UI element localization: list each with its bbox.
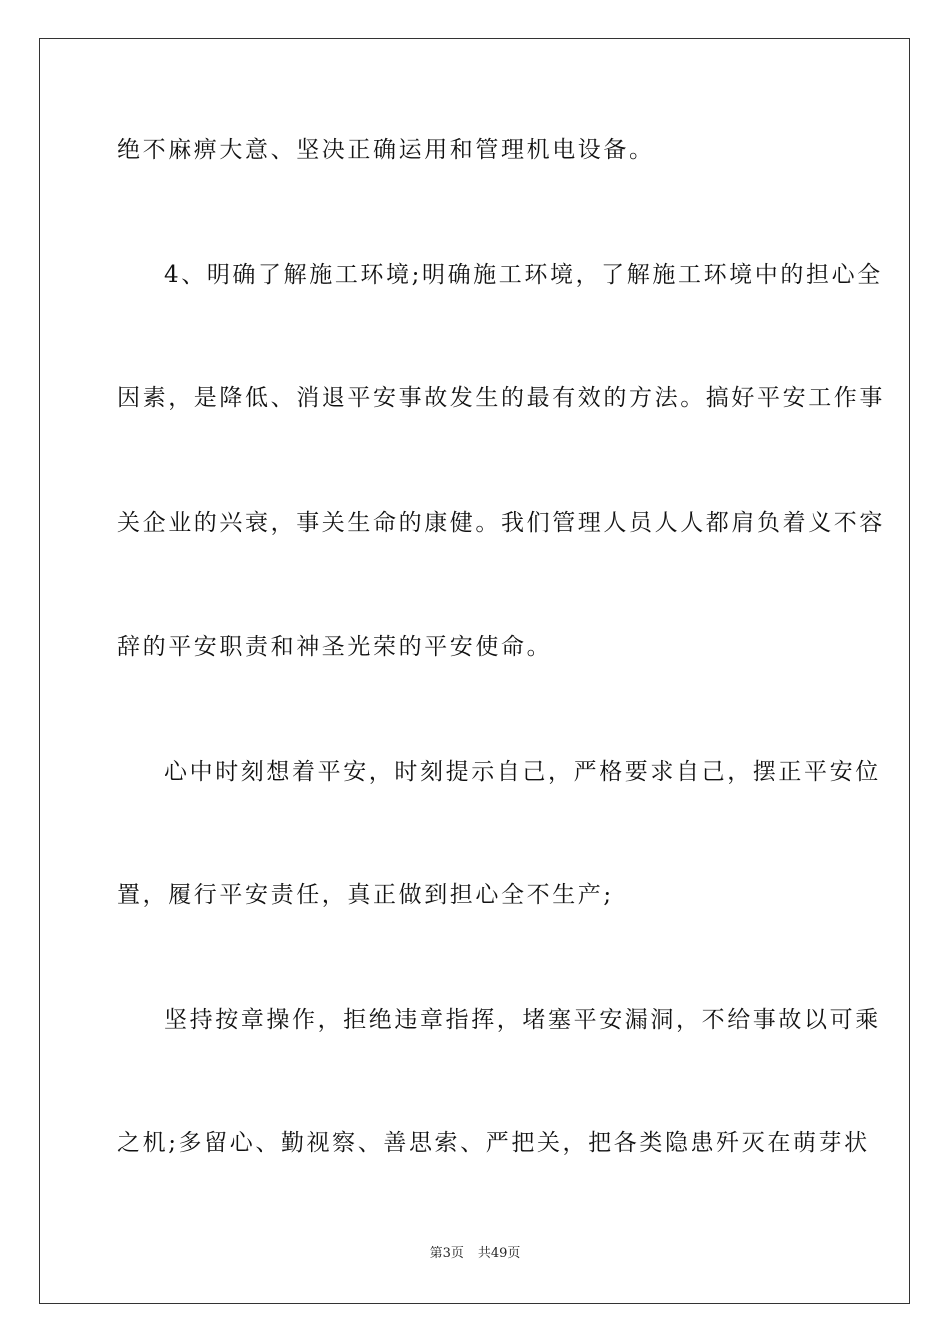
text-line: 关企业的兴衰，事关生命的康健。我们管理人员人人都肩负着义不容: [117, 510, 885, 536]
text-line: 之机;多留心、勤视察、善思索、严把关，把各类隐患歼灭在萌芽状: [117, 1130, 870, 1156]
page-footer: [0, 1245, 950, 1263]
text-line: 因素，是降低、消退平安事故发生的最有效的方法。搞好平安工作事: [117, 385, 885, 411]
page-frame: [39, 38, 910, 1304]
text-line: 辞的平安职责和神圣光荣的平安使命。: [117, 634, 553, 660]
text-line: 坚持按章操作，拒绝违章指挥，堵塞平安漏洞，不给事故以可乘: [164, 1007, 881, 1033]
text-line: 心中时刻想着平安，时刻提示自己，严格要求自己，摆正平安位: [164, 759, 881, 785]
text-line: 置，履行平安责任，真正做到担心全不生产;: [117, 882, 614, 908]
text-line: 绝不麻痹大意、坚决正确运用和管理机电设备。: [117, 137, 655, 163]
page-number: 第3页: [429, 1246, 464, 1261]
text-line: 4、明确了解施工环境;明确施工环境，了解施工环境中的担心全: [164, 262, 883, 288]
page-total: 共49页: [477, 1246, 521, 1261]
